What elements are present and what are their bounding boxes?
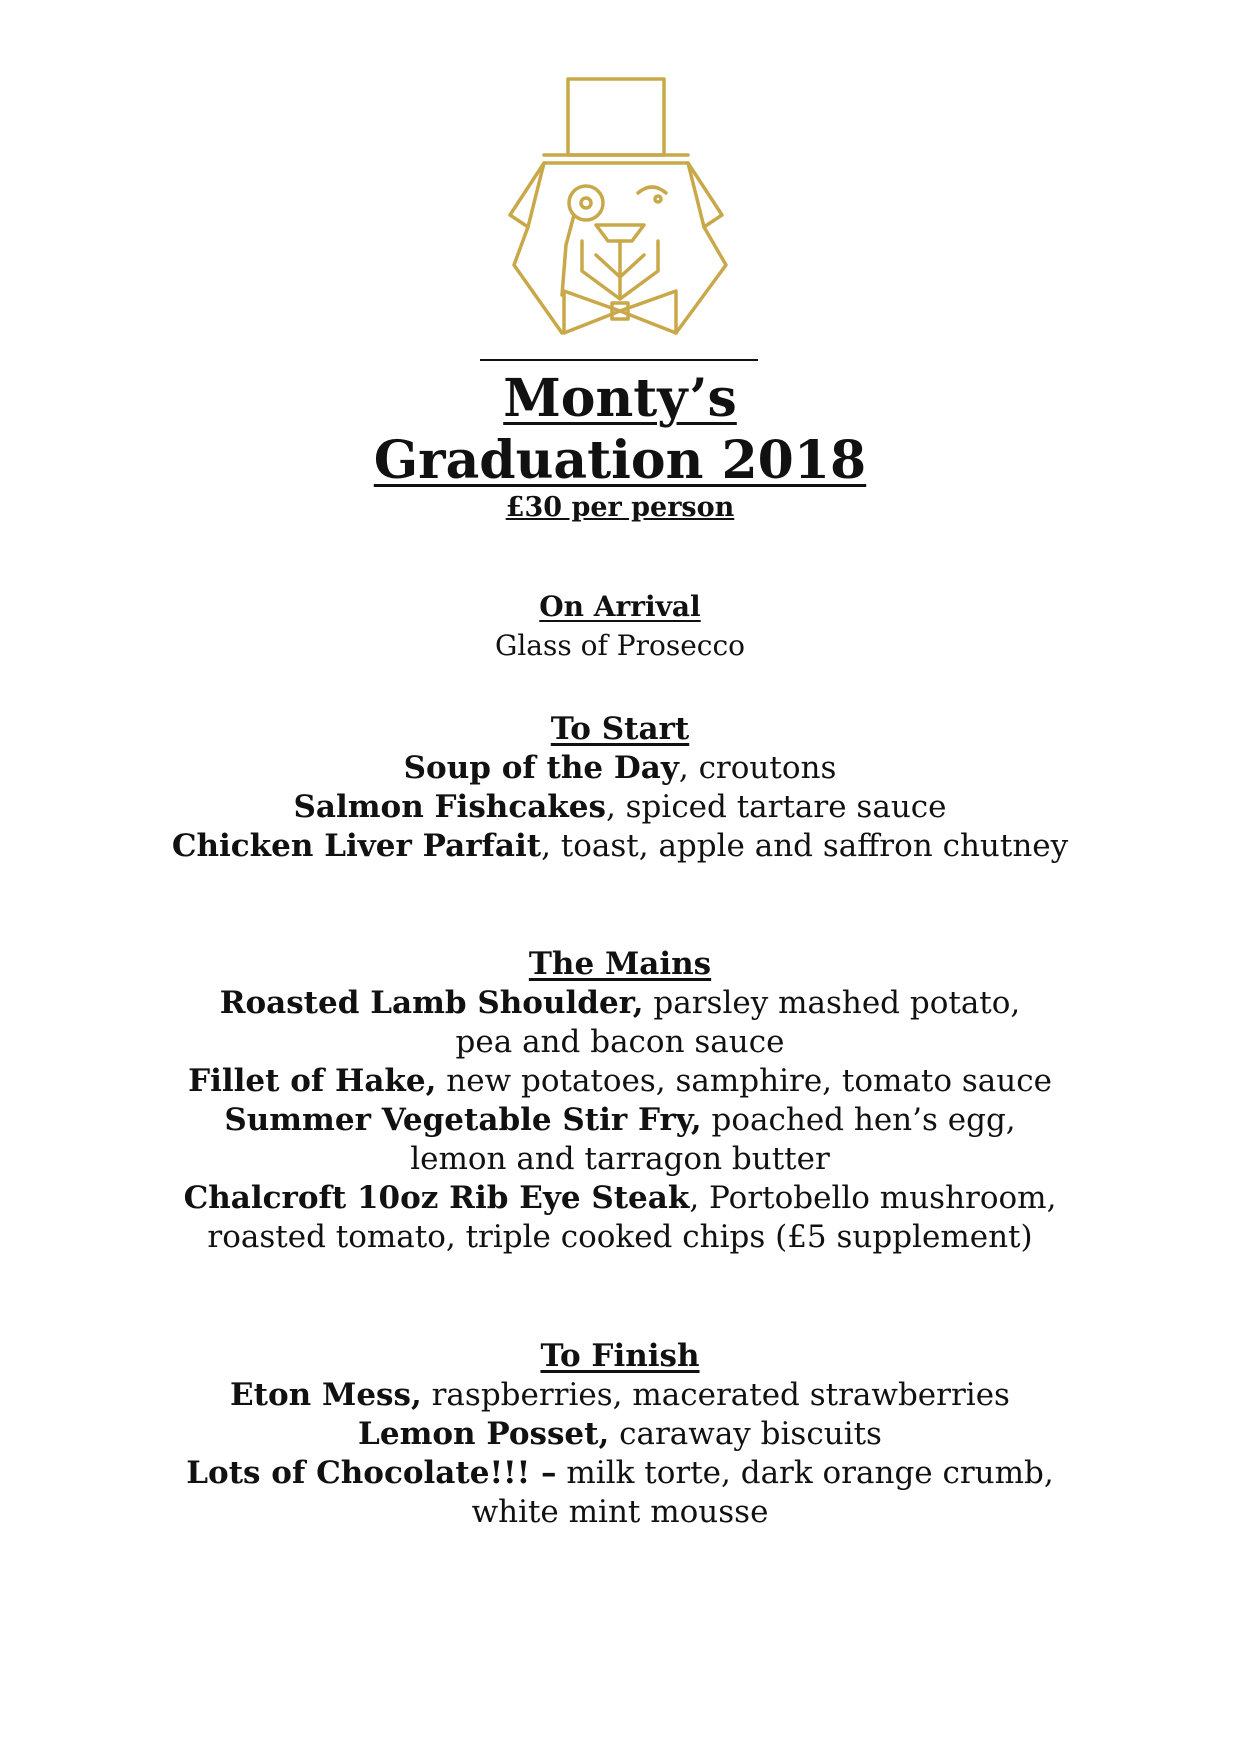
starters-heading: To Start [550, 711, 690, 747]
arrival-heading: On Arrival [539, 590, 701, 623]
page-title-line2: Graduation 2018 [373, 430, 867, 491]
menu-item-continued: pea and bacon sauce [455, 1024, 785, 1060]
menu-item: Salmon Fishcakes, spiced tartare sauce [293, 789, 947, 825]
menu-item: Chicken Liver Parfait, toast, apple and saffron chutney [171, 828, 1069, 864]
menu-item-continued: roasted tomato, triple cooked chips (£5 supplement) [207, 1219, 1033, 1255]
arrival-section [0, 587, 1240, 665]
mains-heading: The Mains [528, 946, 712, 982]
menu-item: Chalcroft 10oz Rib Eye Steak, Portobello mushroom, [183, 1180, 1057, 1216]
price-per-person: £30 per person [505, 492, 735, 523]
desserts-section [0, 1337, 1240, 1532]
page-title-line1: Monty’s [503, 368, 737, 429]
menu-item: Lemon Posset, caraway biscuits [358, 1416, 882, 1452]
desserts-heading: To Finish [540, 1338, 700, 1374]
menu-item-continued: white mint mousse [471, 1494, 769, 1530]
menu-item: Lots of Chocolate!!! – milk torte, dark orange crumb, [186, 1455, 1054, 1491]
menu-item: Roasted Lamb Shoulder, parsley mashed potato, [219, 985, 1021, 1021]
bulldog-logo [500, 75, 740, 347]
menu-item: Soup of the Day, croutons [403, 750, 837, 786]
menu-item-continued: lemon and tarragon butter [410, 1141, 830, 1177]
mains-section [0, 945, 1240, 1257]
menu-item: Eton Mess, raspberries, macerated strawberries [230, 1377, 1010, 1413]
arrival-item: Glass of Prosecco [494, 629, 746, 662]
title-rule [480, 359, 758, 361]
menu-item: Fillet of Hake, new potatoes, samphire, tomato sauce [188, 1063, 1052, 1099]
menu-item: Summer Vegetable Stir Fry, poached hen’s egg, [224, 1102, 1016, 1138]
starters-section [0, 710, 1240, 866]
